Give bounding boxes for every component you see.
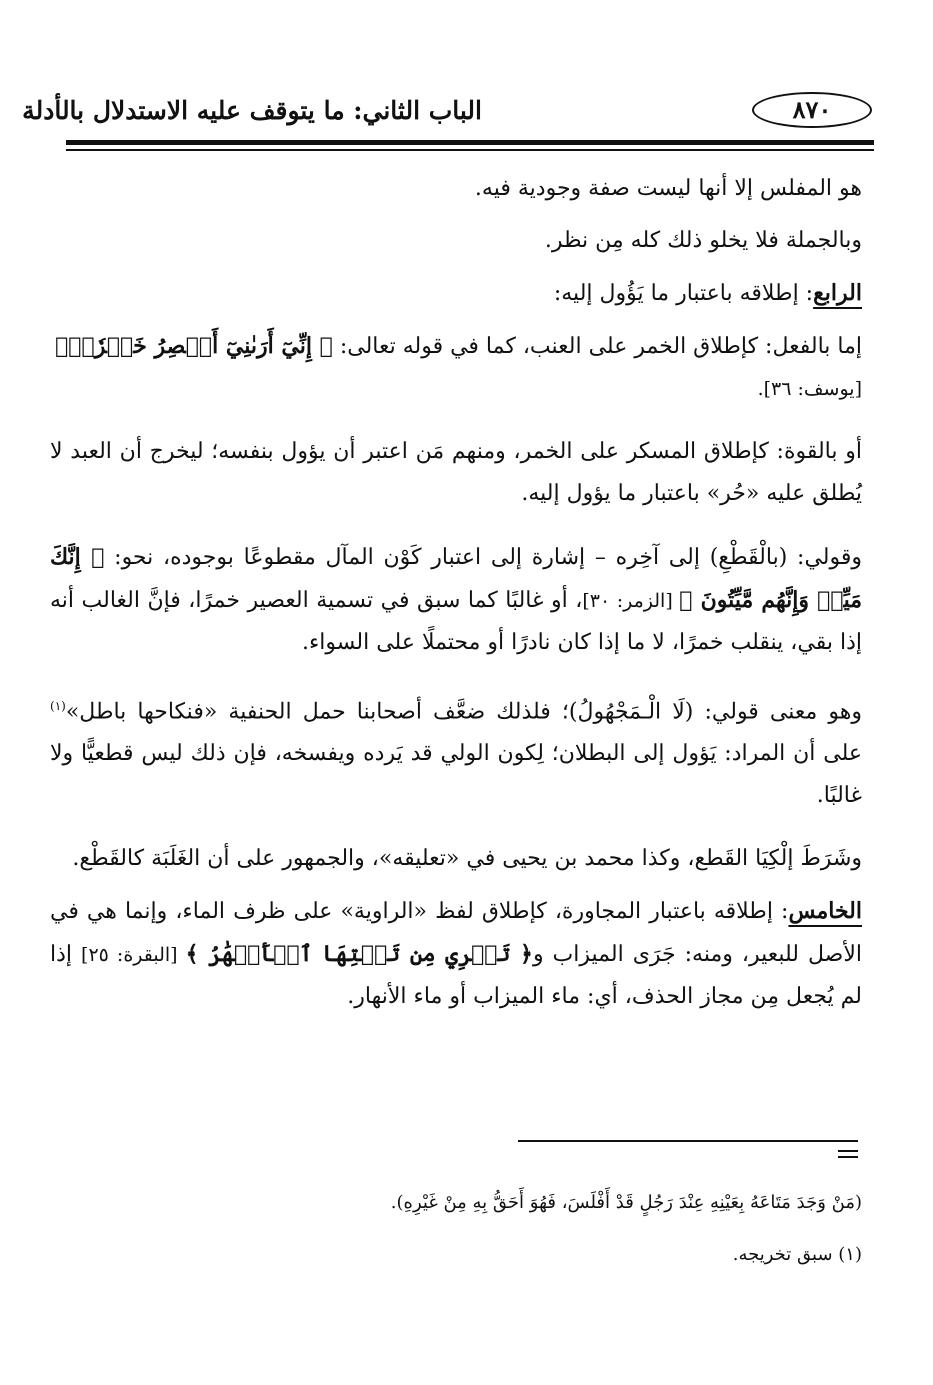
paragraph-text: : إطلاقه باعتبار ما يَؤُول إليه: [553, 281, 814, 306]
footnote-continued: (مَنْ وَجَدَ مَتَاعَهُ بِعَيْنِهِ عِنْدَ رَجُلٍ قَدْ أَفْلَسَ، فَهُوَ أَحَقُّ بِهِ مِنْ غَيْرِهِ). [390, 1192, 862, 1213]
verse-reference: [البقرة: ٢٥] [81, 944, 186, 967]
header-rule-thick [66, 140, 874, 145]
paragraph-text: أو بالقوة: كإطلاق المسكر على الخمر، ومنهم مَن اعتبر أن يؤول بنفسه؛ ليخرج أن العبد لا يُطلق عليه «حُر» باعتبار ما يؤول إليه. [50, 439, 862, 506]
paragraph [50, 220, 862, 262]
paragraph-text: وبالجملة فلا يخلو ذلك كله مِن نظر. [544, 228, 862, 253]
paragraph-text: هو المفلس إلا أنها ليست صفة وجودية فيه. [474, 176, 862, 201]
verse-reference: [الزمر: ٣٠] [582, 590, 680, 612]
paragraph [50, 168, 862, 210]
paragraph-text: إما بالفعل: كإطلاق الخمر على العنب، كما في قوله تعالى: [332, 334, 862, 359]
paragraph [50, 325, 862, 410]
header-rule-thin [66, 149, 874, 151]
quran-verse: ﴿ تَجۡرِي مِن تَحۡتِهَا ٱلۡأَنۡهَٰرُ ﴾ [185, 941, 533, 968]
quran-verse: ﴿ إِنِّيٓ أَرَىٰنِيٓ أَعۡصِرُ خَمۡرٗاۖ﴾ [55, 333, 333, 359]
page-header [22, 92, 872, 132]
paragraph [50, 536, 862, 664]
footnote-separator [518, 1140, 858, 1142]
paragraph [50, 838, 862, 880]
quran-verse: ﴿ إِنَّكَ مَيِّتٞ وَإِنَّهُم مَّيِّتُونَ ﴾ [50, 544, 863, 613]
paragraph-text: وقولي: (بالْقَطْعِ) إلى آخِره – إشارة إلى اعتبار كَوْن المآل مقطوعًا بوجوده، نحو: [104, 545, 862, 570]
paragraph-text: على أن المراد: يَؤول إلى البطلان؛ لِكون الولي قد يَرده ويفسخه، فإن ذلك ليس قطعيًّا ولا غالبًا. [50, 741, 862, 809]
section-heading-fourth [50, 272, 862, 315]
paragraph-text: : إطلاقه باعتبار المجاورة، كإطلاق لفظ «الراوية» على ظرف الماء، وإنما هي في الأصل للبعير، ومنه: جَرَى الميزاب و [50, 899, 863, 968]
paragraph-text: إذا لم يُجعل مِن مجاز الحذف، أي: ماء الميزاب أو ماء الأنهار. [50, 942, 862, 1010]
section-term: الرابع [813, 280, 862, 306]
page-number: ٨٧٠ [752, 92, 872, 128]
section-term: الخامس [788, 898, 862, 925]
footnote-marker: (١) [50, 699, 66, 713]
chapter-title: الباب الثاني: ما يتوقف عليه الاستدلال بالأدلة [22, 96, 482, 125]
paragraph-text: وشَرَطَ إلْكِيَا القَطع، وكذا محمد بن يحيى في «تعليقه»، والجمهور على أن الغَلَبَة كالقَطْع. [72, 846, 862, 872]
footnotes [50, 1185, 862, 1289]
paragraph [50, 431, 862, 515]
paragraph [50, 685, 862, 817]
body-text [50, 168, 862, 1039]
section-fifth [50, 890, 862, 1018]
verse-reference: [يوسف: ٣٦]. [757, 378, 862, 400]
paragraph-text: ، أو غالبًا كما سبق في تسمية العصير خمرًا، فإنَّ الغالب أنه إذا بقي، ينقلب خمرًا، لا ما إذا كان نادرًا أو محتملًا على السواء. [50, 588, 862, 655]
paragraph-text: وهو معنى قولي: (لَا الْـمَجْهُولُ)؛ فلذلك ضعَّف أصحابنا حمل الحنفية «فنكاحها باطل» [65, 699, 862, 725]
footnote-1: (١) سبق تخريجه. [732, 1244, 862, 1265]
footnote-continuation-mark [838, 1148, 858, 1160]
